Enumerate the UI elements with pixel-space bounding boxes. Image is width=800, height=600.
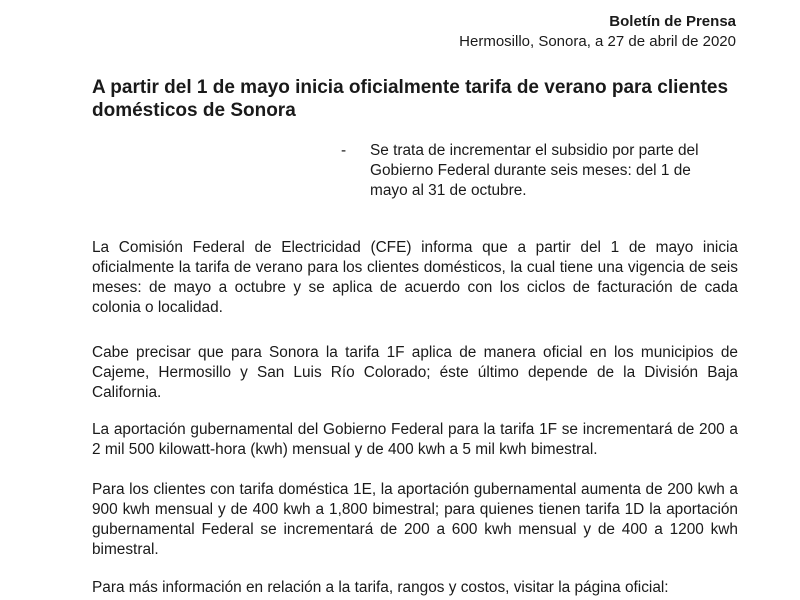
- paragraph-more-info: Para más información en relación a la tarifa, rangos y costos, visitar la página oficial:: [92, 579, 669, 596]
- document-header: [459, 12, 736, 52]
- paragraph-intro: La Comisión Federal de Electricidad (CFE) informa que a partir del 1 de mayo inicia oficialmente la tarifa de verano para los clientes domésticos, la cual tiene una vigencia de seis meses: de mayo a octubre y se aplica de acuerdo con los ciclos de facturación de cada colonia o localidad.: [92, 239, 738, 316]
- place-date: Hermosillo, Sonora, a 27 de abril de 2020: [459, 33, 736, 50]
- summary-bullet: [341, 141, 731, 201]
- headline: A partir del 1 de mayo inicia oficialmente tarifa de verano para clientes domésticos de Sonora: [92, 77, 729, 121]
- paragraph-sonora-municipalities: Cabe precisar que para Sonora la tarifa 1F aplica de manera oficial en los municipios de Cajeme, Hermosillo y San Luis Río Colorado; éste último depende de la División Baja California.: [92, 344, 738, 401]
- summary-text: Se trata de incrementar el subsidio por parte del Gobierno Federal durante seis meses: del 1 de mayo al 31 de octubre.: [370, 142, 699, 199]
- paragraph-tariff-1e-1d: Para los clientes con tarifa doméstica 1E, la aportación gubernamental aumenta de 200 kwh a 900 kwh mensual y de 400 kwh a 1,800 bimestral; para quienes tienen tarifa 1D la aportación gubernamental Federal se incrementará de 200 a 600 kwh mensual y de 400 a 1200 kwh bimestral.: [92, 481, 738, 558]
- bullet-dash: -: [341, 142, 347, 159]
- paragraph-tariff-1f: La aportación gubernamental del Gobierno Federal para la tarifa 1F se incrementará de 200 a 2 mil 500 kilowatt-hora (kwh) mensual y de 400 kwh a 5 mil kwh bimestral.: [92, 421, 738, 458]
- document-type: Boletín de Prensa: [609, 13, 736, 30]
